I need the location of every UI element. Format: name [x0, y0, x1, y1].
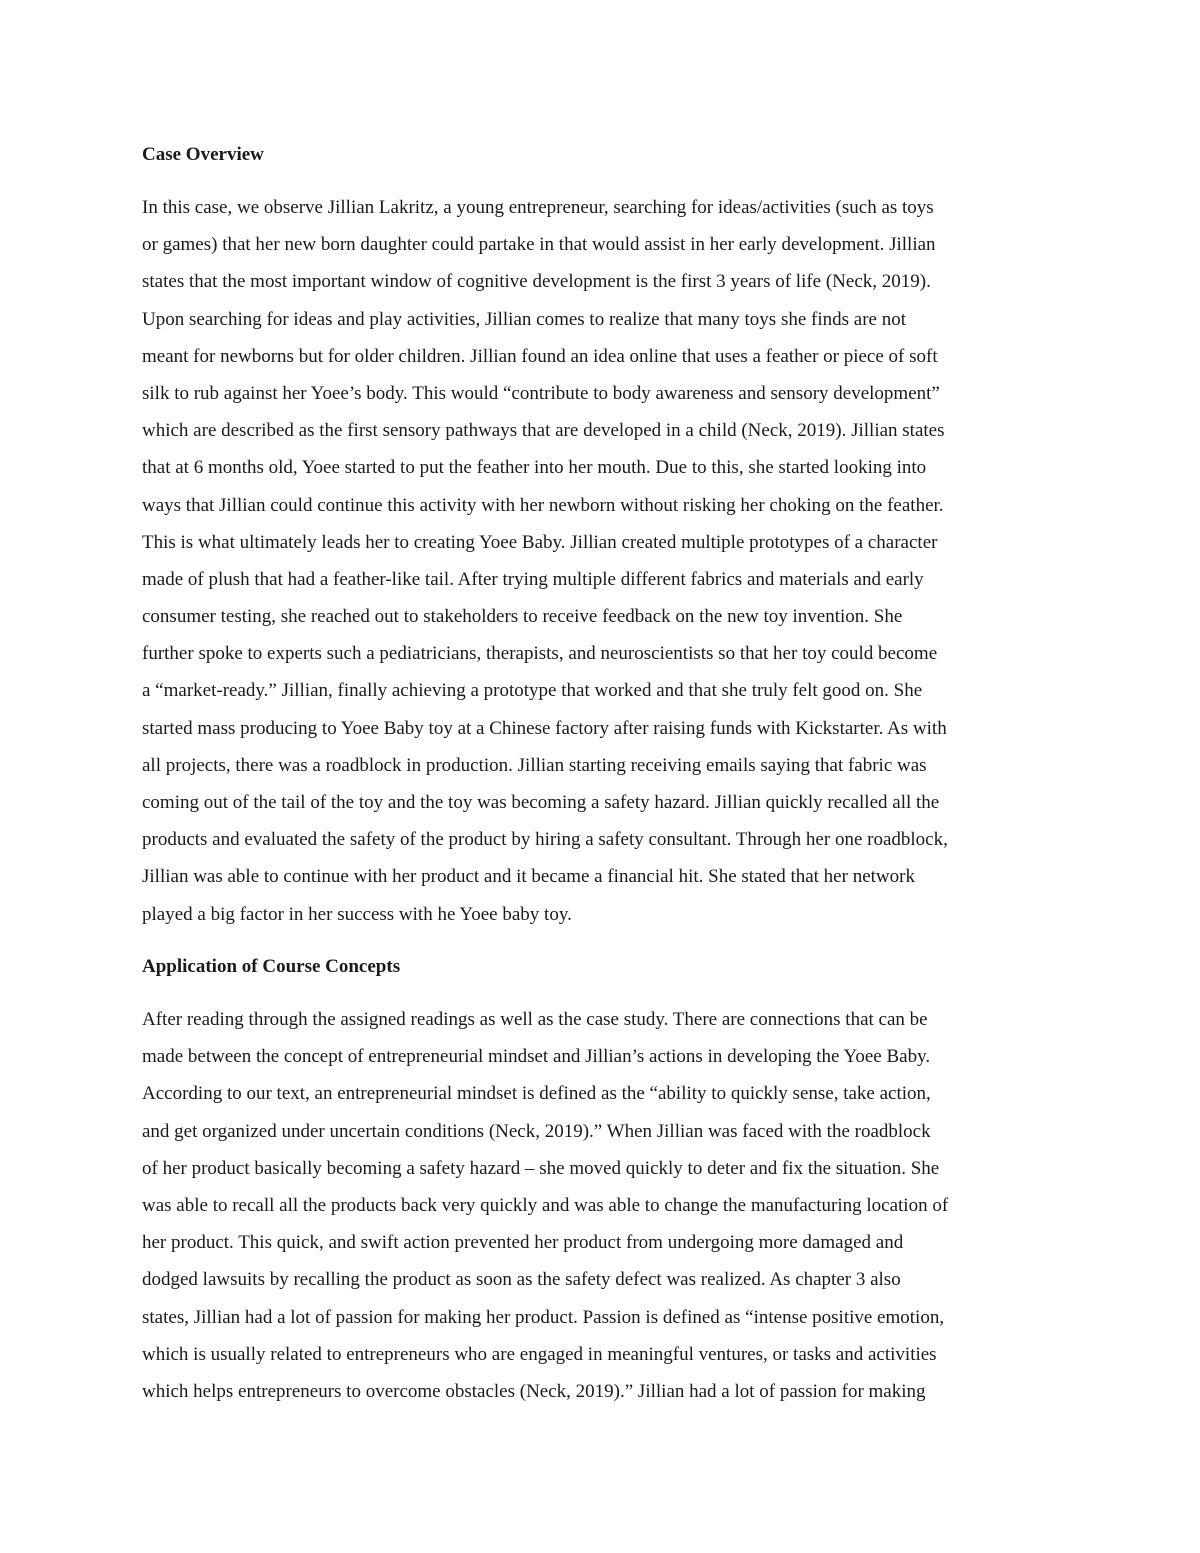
paragraph-line: her product. This quick, and swift action prevented her product from undergoing more damaged and — [142, 1232, 904, 1254]
paragraph-line: started mass producing to Yoee Baby toy at a Chinese factory after raising funds with Kickstarter. As with — [142, 717, 947, 739]
paragraph-line: a “market-ready.” Jillian, finally achieving a prototype that worked and that she truly felt good on. She — [142, 680, 923, 702]
paragraph-line: silk to rub against her Yoee’s body. This would “contribute to body awareness and sensory development” — [142, 382, 940, 404]
paragraph-line: played a big factor in her success with he Yoee baby toy. — [142, 903, 572, 925]
paragraph-line: which are described as the first sensory pathways that are developed in a child (Neck, 2019). Jillian states — [142, 420, 945, 442]
paragraph-line: states, Jillian had a lot of passion for making her product. Passion is defined as “intense positive emotion, — [142, 1306, 945, 1328]
paragraph-line: meant for newborns but for older children. Jillian found an idea online that uses a feather or piece of soft — [142, 345, 938, 367]
paragraph-line: Jillian was able to continue with her product and it became a financial hit. She stated that her network — [142, 866, 915, 888]
paragraph-line: Upon searching for ideas and play activities, Jillian comes to realize that many toys she finds are not — [142, 308, 906, 330]
paragraph-line: In this case, we observe Jillian Lakritz, a young entrepreneur, searching for ideas/activities (such as toys — [142, 197, 934, 218]
paragraph-line: was able to recall all the products back very quickly and was able to change the manufacturing location of — [142, 1194, 949, 1216]
paragraph-line: dodged lawsuits by recalling the product as soon as the safety defect was realized. As chapter 3 also — [142, 1269, 901, 1291]
paragraph-line: or games) that her new born daughter could partake in that would assist in her early development. Jillian — [142, 234, 936, 256]
paragraph-line: which helps entrepreneurs to overcome obstacles (Neck, 2019).” Jillian had a lot of passion for making — [142, 1380, 926, 1402]
paragraph-line: that at 6 months old, Yoee started to put the feather into her mouth. Due to this, she started looking into — [142, 457, 927, 479]
paragraph-line: made between the concept of entrepreneurial mindset and Jillian’s actions in developing the Yoee Baby. — [142, 1046, 931, 1068]
paragraph-line: made of plush that had a feather-like tail. After trying multiple different fabrics and materials and early — [142, 568, 924, 590]
paragraph-line: states that the most important window of cognitive development is the first 3 years of life (Neck, 2019). — [142, 271, 931, 293]
application-paragraph — [142, 1001, 948, 1410]
paragraph-line: all projects, there was a roadblock in production. Jillian starting receiving emails saying that fabric was — [142, 754, 927, 776]
section-heading-application-of-course-concepts: Application of Course Concepts — [142, 956, 401, 977]
case-overview-paragraph — [142, 189, 948, 933]
paragraph-line: products and evaluated the safety of the product by hiring a safety consultant. Through her one roadblock, — [142, 829, 948, 851]
section-heading-case-overview: Case Overview — [142, 144, 264, 165]
paragraph-line: further spoke to experts such a pediatricians, therapists, and neuroscientists so that her toy could become — [142, 643, 938, 665]
paragraph-line: which is usually related to entrepreneurs who are engaged in meaningful ventures, or tasks and activities — [142, 1343, 937, 1365]
paragraph-line: of her product basically becoming a safety hazard – she moved quickly to deter and fix the situation. She — [142, 1157, 940, 1179]
paragraph-line: ways that Jillian could continue this activity with her newborn without risking her choking on the feather. — [142, 494, 944, 516]
paragraph-line: consumer testing, she reached out to stakeholders to receive feedback on the new toy invention. She — [142, 606, 903, 628]
paragraph-line: According to our text, an entrepreneurial mindset is defined as the “ability to quickly sense, take action, — [142, 1083, 931, 1105]
paragraph-line: After reading through the assigned readings as well as the case study. There are connections that can be — [142, 1009, 928, 1030]
paragraph-line: This is what ultimately leads her to creating Yoee Baby. Jillian created multiple prototypes of a character — [142, 531, 938, 553]
paragraph-line: and get organized under uncertain conditions (Neck, 2019).” When Jillian was faced with the roadblock — [142, 1120, 931, 1142]
paragraph-line: coming out of the tail of the toy and the toy was becoming a safety hazard. Jillian quickly recalled all the — [142, 792, 940, 813]
